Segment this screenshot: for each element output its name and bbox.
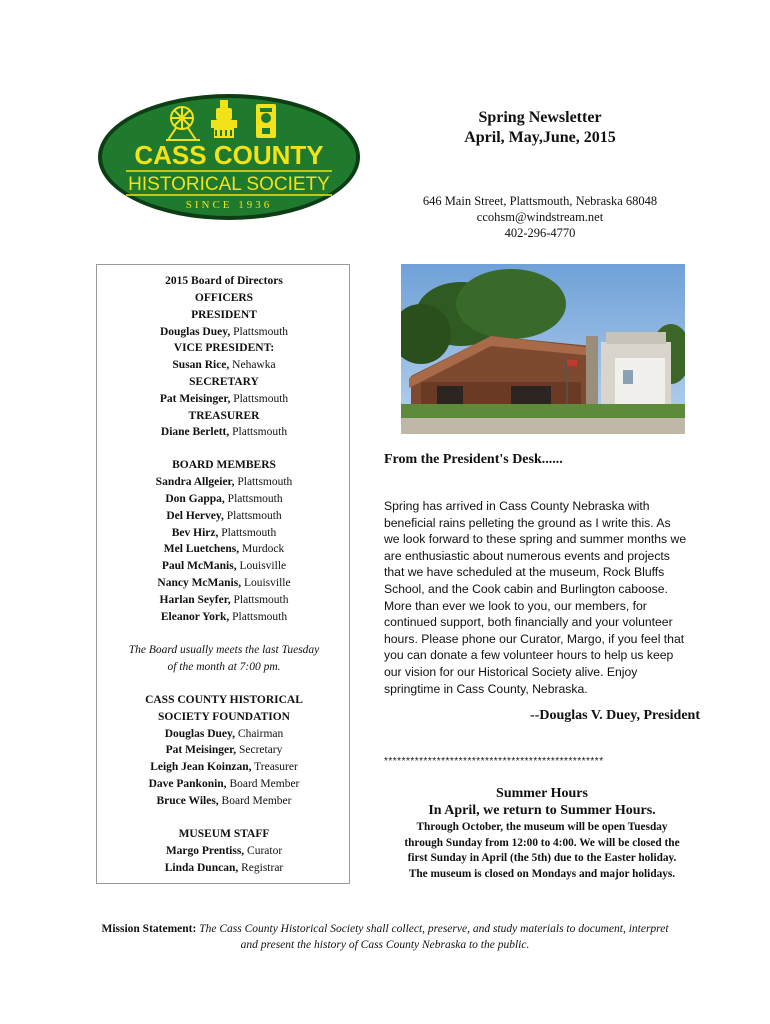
- meeting-note-2: of the month at 7:00 pm.: [167, 661, 281, 673]
- logo-line-2: HISTORICAL SOCIETY: [128, 174, 330, 195]
- member-entry: Sandra Allgeier, Plattsmouth: [155, 476, 293, 488]
- member-entry: Mel Luetchens, Murdock: [163, 543, 285, 555]
- mission-statement-line-2: and present the history of Cass County Nebraska to the public.: [240, 939, 530, 951]
- foundation-label-2: SOCIETY FOUNDATION: [158, 711, 290, 723]
- foundation-entry: Leigh Jean Koinzan, Treasurer: [150, 761, 298, 773]
- member-entry: Eleanor York, Plattsmouth: [160, 611, 288, 623]
- staff-entry: Margo Prentiss, Curator: [165, 845, 283, 857]
- officer-entry: Pat Meisinger, Plattsmouth: [159, 393, 289, 405]
- officer-entry: Susan Rice, Nehawka: [172, 359, 276, 371]
- member-entry: Don Gappa, Plattsmouth: [165, 493, 283, 505]
- member-entry: Harlan Seyfer, Plattsmouth: [159, 594, 289, 606]
- president-signature: --Douglas V. Duey, President: [530, 708, 700, 723]
- presidents-letter: Spring has arrived in Cass County Nebraska with beneficial rains pelleting the ground as I write this. As we look forward to these spring and summer months we are enthusiastic about numerous events and projects that we have scheduled at the museum, Rock Bluffs School, and the Cook cabin and Burlington caboose. More than ever we look to you, our members, for continued support, both financially and your volunteer hours. Please phone our Curator, Margo, if you feel that you can donate a few volunteer hours to help us keep our vision for our Historical Society alive. Enjoy springtime in Cass County, Nebraska.: [384, 499, 687, 696]
- meeting-note-1: The Board usually meets the last Tuesday: [128, 644, 320, 656]
- summer-hours-subheading: In April, we return to Summer Hours.: [428, 803, 656, 818]
- newsletter-title: Spring Newsletter: [478, 109, 602, 126]
- officers-label: OFFICERS: [194, 292, 254, 304]
- board-members-label: BOARD MEMBERS: [172, 459, 276, 471]
- member-entry: Nancy McManis, Louisville: [157, 577, 291, 589]
- museum-building-photo: [401, 264, 685, 434]
- mission-statement: Mission Statement: The Cass County Historical Society shall collect, preserve, and study materials to document, interpret: [101, 923, 669, 935]
- officer-entry: Diane Berlett, Plattsmouth: [160, 426, 288, 438]
- address: 646 Main Street, Plattsmouth, Nebraska 68048: [422, 194, 658, 208]
- section-divider: **************************************************: [384, 756, 604, 767]
- member-entry: Paul McManis, Louisville: [161, 560, 287, 572]
- phone: 402-296-4770: [504, 226, 576, 240]
- summer-hours-heading: Summer Hours: [496, 786, 588, 801]
- member-entry: Bev Hirz, Plattsmouth: [171, 527, 277, 539]
- officer-role: PRESIDENT: [191, 309, 257, 321]
- telephone-icon: [256, 104, 276, 138]
- logo-line-3: SINCE 1936: [185, 199, 273, 211]
- email[interactable]: ccohsm@windstream.net: [476, 210, 604, 224]
- foundation-entry: Dave Pankonin, Board Member: [148, 778, 300, 790]
- summer-hours-details: Through October, the museum will be open Tuesday through Sunday from 12:00 to 4:00. We will be closed the first Sunday in April (the 5th) due to the Easter holiday. The museum is closed on Mondays and major holidays.: [404, 821, 680, 880]
- member-entry: Del Hervey, Plattsmouth: [166, 510, 282, 522]
- newsletter-dates: April, May,June, 2015: [464, 129, 616, 146]
- museum-staff-label: MUSEUM STAFF: [178, 828, 270, 840]
- foundation-label-1: CASS COUNTY HISTORICAL: [145, 694, 303, 706]
- cass-county-historical-society-logo: [96, 92, 362, 222]
- officer-role: VICE PRESIDENT:: [173, 342, 275, 354]
- board-of-directors-box: [96, 264, 350, 884]
- foundation-entry: Pat Meisinger, Secretary: [165, 744, 283, 756]
- officer-role: SECRETARY: [189, 376, 259, 388]
- staff-entry: Linda Duncan, Registrar: [164, 862, 284, 874]
- foundation-entry: Douglas Duey, Chairman: [164, 728, 284, 740]
- presidents-desk-heading: From the President's Desk......: [384, 452, 563, 467]
- mission-label: Mission Statement:: [101, 923, 197, 935]
- board-heading: 2015 Board of Directors: [165, 275, 283, 287]
- officer-entry: Douglas Duey, Plattsmouth: [159, 326, 289, 338]
- officer-role: TREASURER: [188, 410, 260, 422]
- foundation-entry: Bruce Wiles, Board Member: [156, 795, 292, 807]
- logo-line-1: CASS COUNTY: [134, 140, 324, 170]
